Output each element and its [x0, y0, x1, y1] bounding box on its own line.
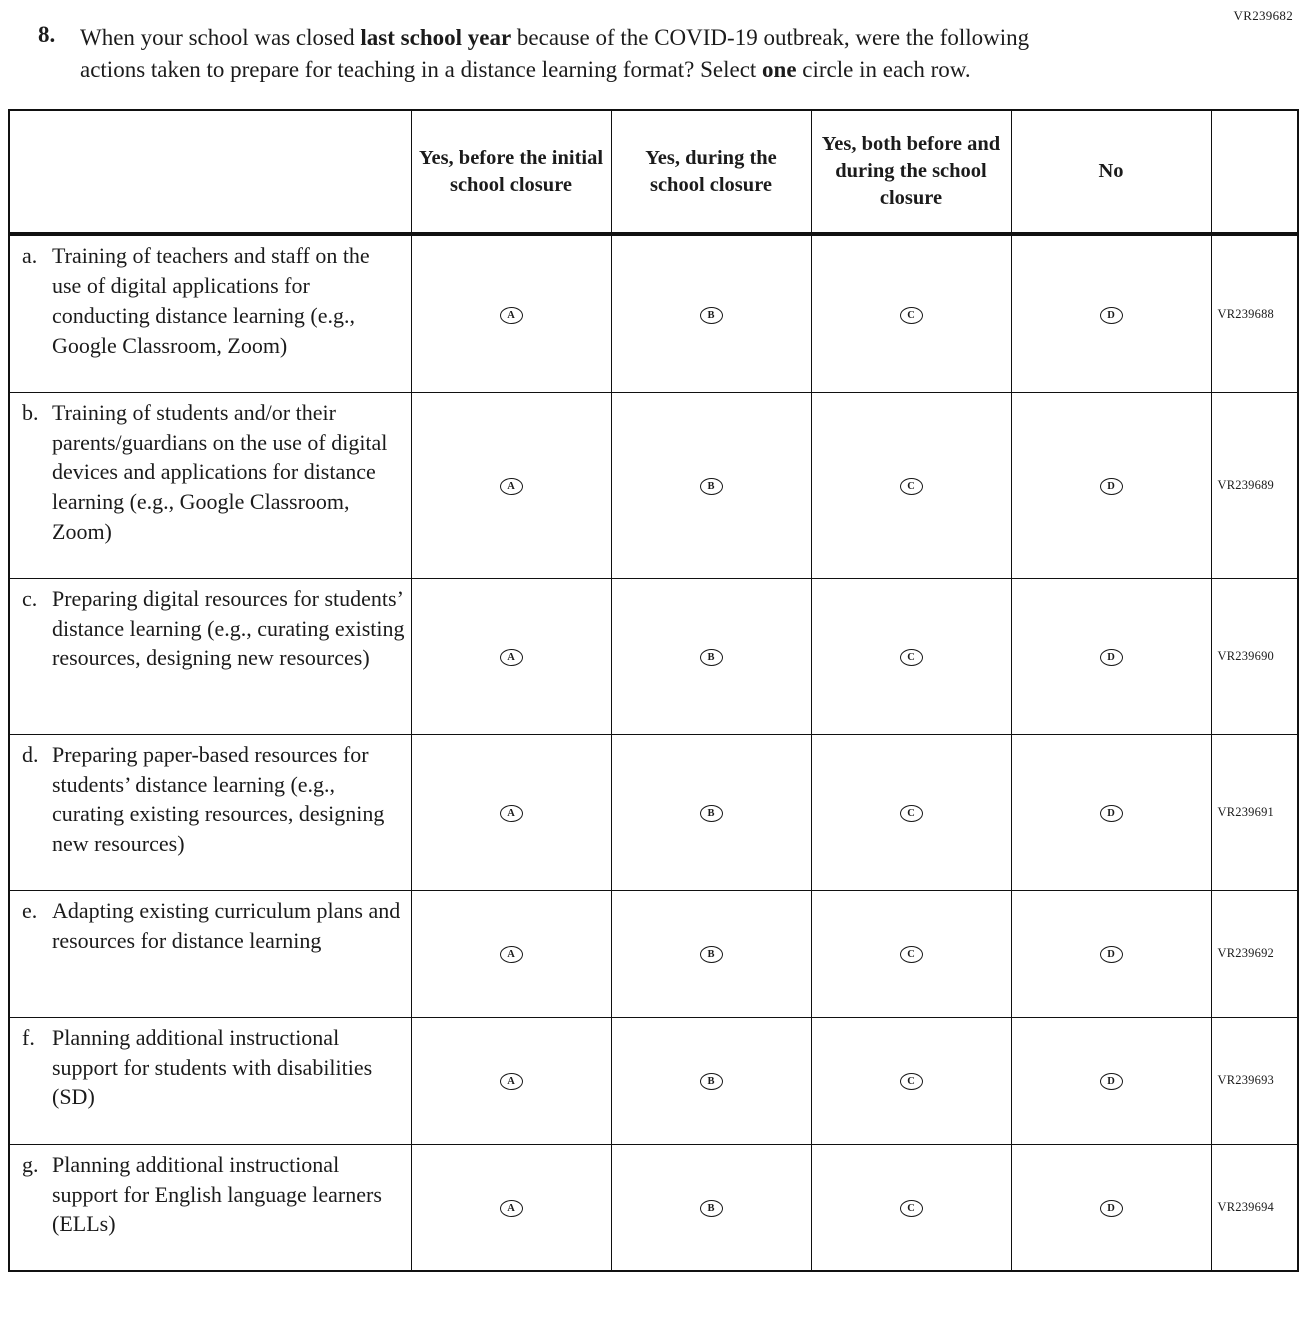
answer-bubble-g-A[interactable]: A [500, 1200, 523, 1217]
answer-bubble-b-B[interactable]: B [700, 478, 723, 495]
row-code: VR239690 [1211, 578, 1298, 734]
row-code: VR239694 [1211, 1144, 1298, 1271]
table-row-d [9, 734, 1298, 890]
question-text-part2: because of the COVID-19 outbreak, were the following actions taken to prepare for teaching in a distance learning format? Select [80, 25, 1030, 82]
header-code-column [1211, 110, 1298, 234]
answer-bubble-c-A[interactable]: A [500, 649, 523, 666]
row-letter: b. [22, 399, 39, 425]
row-letter: f. [22, 1024, 35, 1050]
answer-bubble-d-D[interactable]: D [1100, 805, 1123, 822]
row-letter: e. [22, 897, 38, 923]
answer-bubble-d-B[interactable]: B [700, 805, 723, 822]
row-letter: c. [22, 585, 38, 611]
answer-bubble-f-D[interactable]: D [1100, 1073, 1123, 1090]
answer-bubble-a-C[interactable]: C [900, 307, 923, 324]
header-yes-before: Yes, before the initial school closure [411, 110, 611, 234]
row-label: Preparing paper-based resources for students’ distance learning (e.g., curating existing resources, designing new resources) [52, 741, 385, 857]
header-yes-during: Yes, during the school closure [611, 110, 811, 234]
table-row-b [9, 392, 1298, 578]
answer-bubble-g-B[interactable]: B [700, 1200, 723, 1217]
row-code: VR239691 [1211, 734, 1298, 890]
answer-bubble-d-A[interactable]: A [500, 805, 523, 822]
page-corner-code: VR239682 [1233, 8, 1293, 23]
question-text-bold1: last school year [360, 25, 512, 50]
answer-bubble-e-B[interactable]: B [700, 946, 723, 963]
answer-bubble-d-C[interactable]: C [900, 805, 923, 822]
table-row-a [9, 234, 1298, 392]
answer-bubble-b-A[interactable]: A [500, 478, 523, 495]
row-label: Planning additional instructional support for English language learners (ELLs) [52, 1151, 382, 1237]
header-empty [9, 110, 411, 234]
answer-bubble-g-D[interactable]: D [1100, 1200, 1123, 1217]
answer-bubble-f-A[interactable]: A [500, 1073, 523, 1090]
question-text-bold2: one [762, 56, 797, 82]
question-text-part1: When your school was closed [80, 25, 361, 50]
answer-bubble-a-D[interactable]: D [1100, 307, 1123, 324]
table-row-e [9, 890, 1298, 1017]
answer-bubble-e-A[interactable]: A [500, 946, 523, 963]
row-label: Preparing digital resources for students’ distance learning (e.g., curating existing resources, designing new resources) [52, 585, 405, 671]
header-no: No [1011, 110, 1211, 234]
answer-bubble-a-A[interactable]: A [500, 307, 523, 324]
row-letter: g. [22, 1151, 39, 1177]
question-block [8, 22, 1108, 85]
table-row-c [9, 578, 1298, 734]
answer-bubble-f-B[interactable]: B [700, 1073, 723, 1090]
answer-bubble-b-D[interactable]: D [1100, 478, 1123, 495]
row-label: Adapting existing curriculum plans and resources for distance learning [52, 897, 401, 953]
row-code: VR239692 [1211, 890, 1298, 1017]
row-code: VR239689 [1211, 392, 1298, 578]
row-letter: a. [22, 243, 38, 269]
question-number: 8. [38, 22, 56, 47]
question-text-part3: circle in each row. [796, 56, 971, 82]
row-code: VR239693 [1211, 1017, 1298, 1144]
answer-bubble-c-D[interactable]: D [1100, 649, 1123, 666]
row-letter: d. [22, 741, 39, 767]
question-text [80, 22, 1080, 85]
table-row-f [9, 1017, 1298, 1144]
answer-bubble-b-C[interactable]: C [900, 478, 923, 495]
answer-bubble-e-D[interactable]: D [1100, 946, 1123, 963]
answer-bubble-f-C[interactable]: C [900, 1073, 923, 1090]
answer-bubble-c-B[interactable]: B [700, 649, 723, 666]
answer-bubble-e-C[interactable]: C [900, 946, 923, 963]
answer-bubble-c-C[interactable]: C [900, 649, 923, 666]
header-yes-both: Yes, both before and during the school closure [811, 110, 1011, 234]
row-label: Training of teachers and staff on the use of digital applications for conducting distance learning (e.g., Google Classroom, Zoom) [52, 243, 370, 358]
response-grid [8, 109, 1299, 1272]
table-row-g [9, 1144, 1298, 1271]
row-label: Training of students and/or their parents/guardians on the use of digital devices and applications for distance learning (e.g., Google Classroom, Zoom) [52, 399, 388, 544]
row-label: Planning additional instructional support for students with disabilities (SD) [52, 1024, 373, 1110]
row-code: VR239688 [1211, 234, 1298, 392]
header-row [9, 110, 1298, 234]
answer-bubble-g-C[interactable]: C [900, 1200, 923, 1217]
answer-bubble-a-B[interactable]: B [700, 307, 723, 324]
